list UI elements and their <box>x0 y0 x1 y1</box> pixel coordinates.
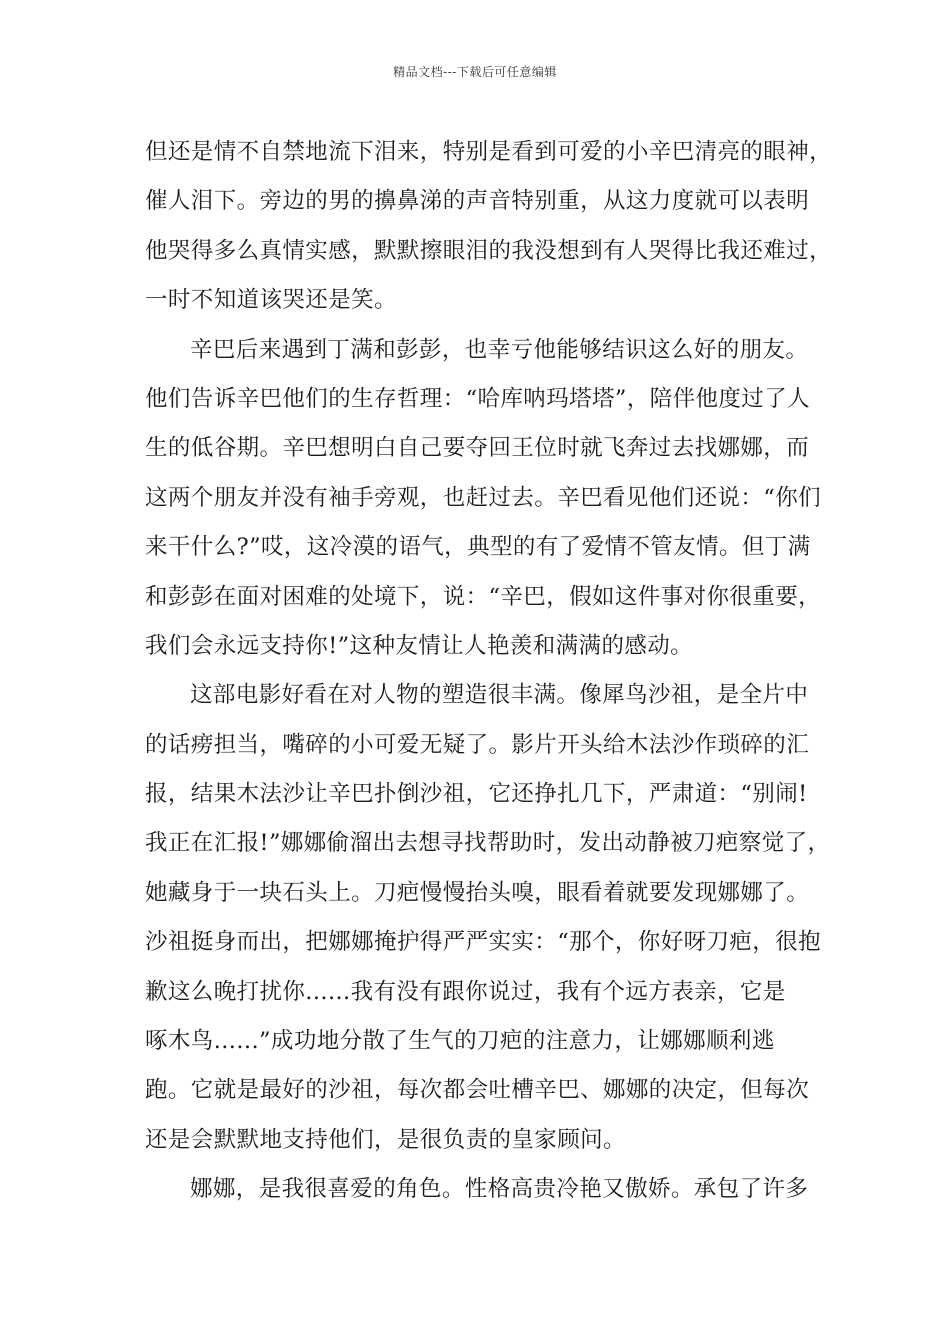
text-line: 和彭彭在面对困难的处境下，说：“辛巴，假如这件事对你很重要， <box>145 583 822 610</box>
text-line: 报，结果木法沙让辛巴扑倒沙祖，它还挣扎几下，严肃道：“别闹! <box>145 781 808 808</box>
text-line: 但还是情不自禁地流下泪来，特别是看到可爱的小辛巴清亮的眼神， <box>145 139 833 165</box>
text-line: 我们会永远支持你!”这种友情让人艳羡和满满的感动。 <box>145 632 694 659</box>
text-line: 来干什么?”哎，这冷漠的语气，典型的有了爱情不管友情。但丁满 <box>145 534 811 561</box>
text-line: 生的低谷期。辛巴想明白自己要夺回王位时就飞奔过去找娜娜，而 <box>145 435 810 462</box>
text-line: 沙祖挺身而出，把娜娜掩护得严严实实：“那个，你好呀刀疤，很抱 <box>145 929 822 956</box>
text-line: 歉这么晚打扰你......我有没有跟你说过，我有个远方表亲，它是 <box>145 978 786 1005</box>
page-header: 精品文档---下载后可任意编辑 <box>393 65 557 79</box>
text-line: 催人泪下。旁边的男的擤鼻涕的声音特别重，从这力度就可以表明 <box>145 188 810 215</box>
text-line: 还是会默默地支持他们，是很负责的皇家顾问。 <box>145 1126 626 1153</box>
text-line: 我正在汇报!”娜娜偷溜出去想寻找帮助时，发出动静被刀疤察觉了， <box>145 830 831 857</box>
text-line: 辛巴后来遇到丁满和彭彭，也幸亏他能够结识这么好的朋友。 <box>190 336 809 363</box>
text-line: 这部电影好看在对人物的塑造很丰满。像犀鸟沙祖，是全片中 <box>190 682 809 709</box>
text-line: 她藏身于一块石头上。刀疤慢慢抬头嗅，眼看着就要发现娜娜了。 <box>145 879 810 906</box>
text-line: 啄木鸟......”成功地分散了生气的刀疤的注意力，让娜娜顺利逃 <box>145 1028 775 1055</box>
text-line: 跑。它就是最好的沙祖，每次都会吐槽辛巴、娜娜的决定，但每次 <box>145 1077 810 1104</box>
document-body <box>145 128 833 1215</box>
text-line: 娜娜，是我很喜爱的角色。性格高贵冷艳又傲娇。承包了许多 <box>190 1176 809 1203</box>
text-line: 他们告诉辛巴他们的生存哲理：“哈库呐玛塔塔”，陪伴他度过了人 <box>145 385 811 412</box>
text-line: 他哭得多么真情实感，默默擦眼泪的我没想到有人哭得比我还难过， <box>145 237 833 264</box>
text-line: 的话痨担当，嘴碎的小可爱无疑了。影片开头给木法沙作琐碎的汇 <box>145 731 810 758</box>
text-line: 一时不知道该哭还是笑。 <box>145 287 397 314</box>
text-line: 这两个朋友并没有袖手旁观，也赶过去。辛巴看见他们还说：“你们 <box>145 484 822 511</box>
